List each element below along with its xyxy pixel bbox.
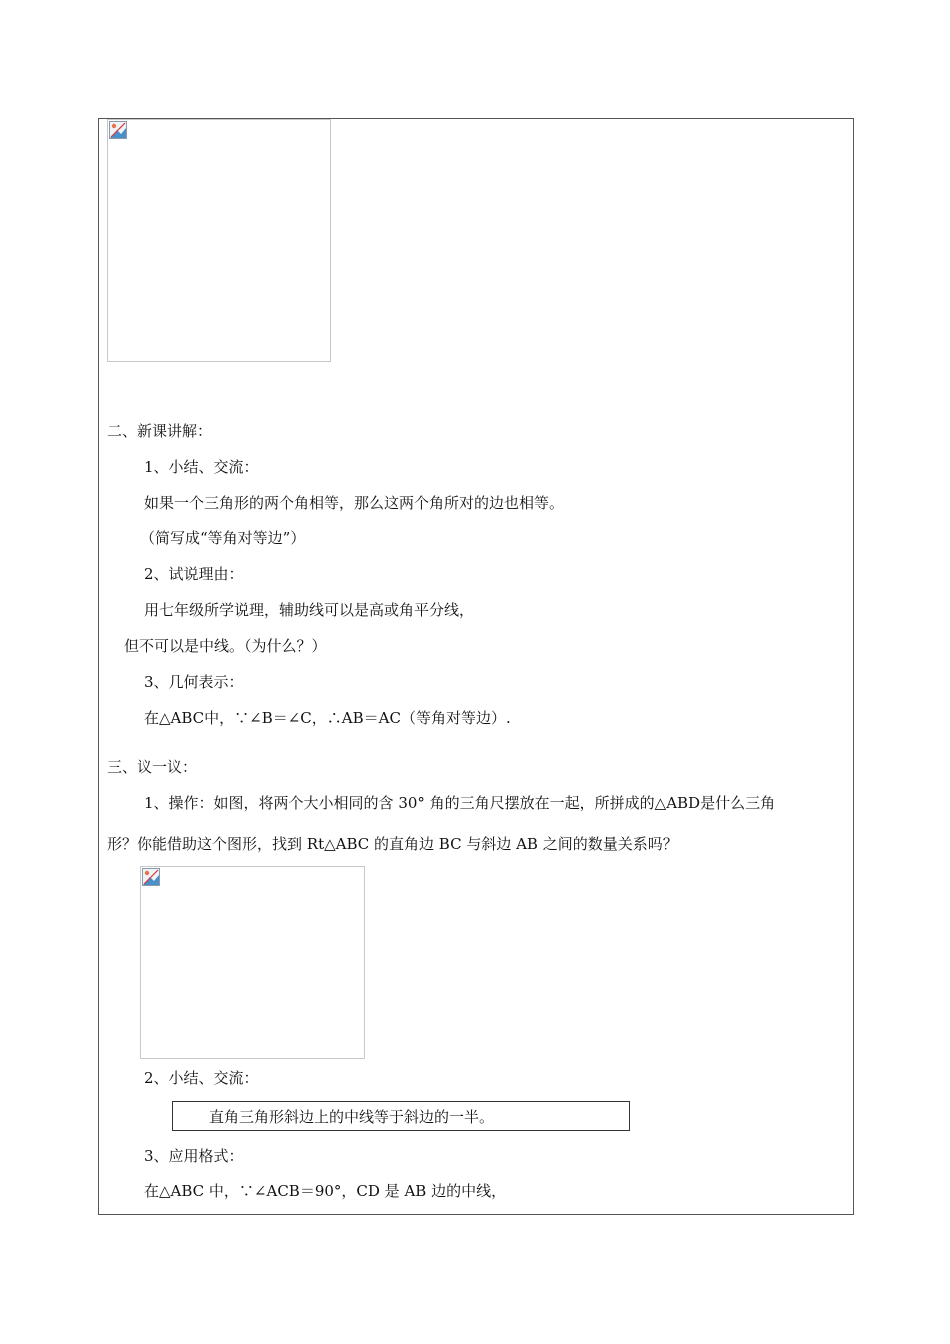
theorem-box-text: 直角三角形斜边上的中线等于斜边的一半。 (209, 1108, 495, 1126)
figure-placeholder-1 (107, 119, 331, 362)
application-format: 在△ABC 中，∵∠ACB＝90°，CD 是 AB 边的中线， (144, 1182, 507, 1200)
section-heading-3: 三、议一议： (107, 758, 198, 776)
reason-line-1: 用七年级所学说理，辅助线可以是高或角平分线， (144, 601, 475, 619)
section-heading-2: 二、新课讲解： (107, 422, 213, 440)
broken-image-icon (109, 121, 127, 139)
subheading-3-2: 2、小结、交流： (144, 1069, 259, 1087)
subheading-2-2: 2、试说理由： (144, 565, 244, 583)
reason-line-2: 但不可以是中线。（为什么？） (124, 637, 327, 655)
broken-image-icon (142, 868, 160, 886)
figure-placeholder-2 (140, 866, 365, 1059)
operation-line-2: 形？你能借助这个图形，找到 Rt△ABC 的直角边 BC 与斜边 AB 之间的数量关系吗？ (107, 835, 678, 853)
theorem-note: （简写成“等角对等边”） (140, 529, 306, 547)
subheading-2-1: 1、小结、交流： (144, 458, 259, 476)
subheading-3-3: 3、应用格式： (144, 1147, 244, 1165)
operation-line-1: 1、操作：如图，将两个大小相同的含 30° 角的三角尺摆放在一起，所拼成的△ABD是什么三角 (144, 794, 776, 812)
theorem-box (172, 1101, 630, 1131)
theorem-text: 如果一个三角形的两个角相等，那么这两个角所对的边也相等。 (144, 494, 565, 512)
subheading-2-3: 3、几何表示： (144, 673, 244, 691)
geometry-expression: 在△ABC中，∵∠B＝∠C，∴AB＝AC（等角对等边）. (144, 709, 511, 727)
